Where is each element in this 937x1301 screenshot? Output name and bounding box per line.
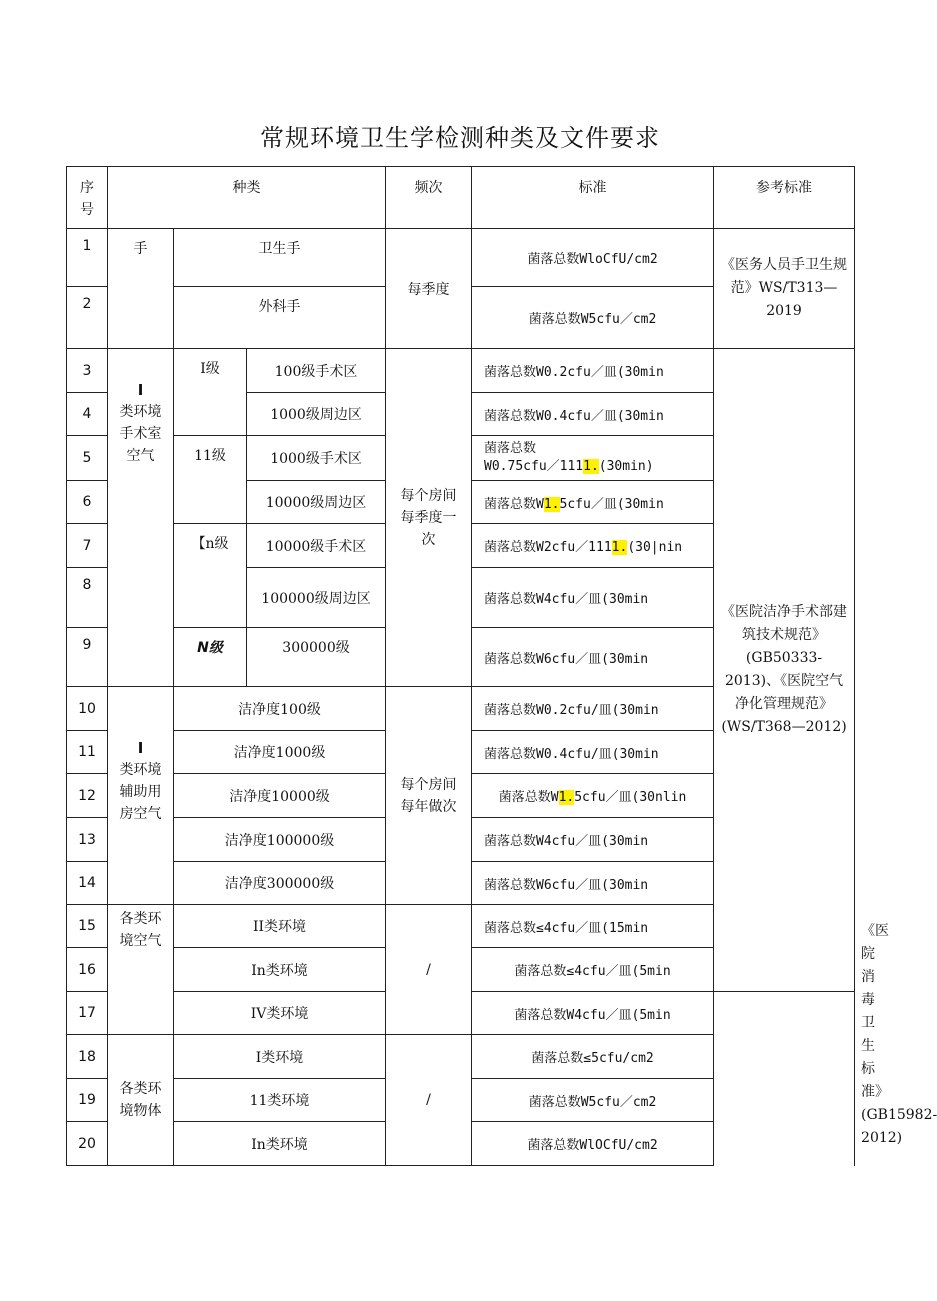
kind-cell: 10000级周边区 (247, 481, 386, 524)
kind-cell: 1000级周边区 (247, 393, 386, 436)
standard-cell: 菌落总数WlOCfU/cm2 (472, 1122, 714, 1166)
standard-cell: 菌落总数≤4cfu／皿(5min (472, 948, 714, 992)
row-number: 6 (67, 481, 108, 524)
standard-cell: 菌落总数W4cfu／皿(30min (472, 568, 714, 628)
frequency-surface: / (386, 1035, 472, 1166)
row-number: 13 (67, 818, 108, 862)
kind-cell: In类环境 (174, 1122, 386, 1166)
standard-cell: 菌落总数WloCfU/cm2 (472, 229, 714, 287)
level-1: I级 (174, 349, 247, 436)
header-category: 种类 (108, 167, 386, 229)
standard-cell: 菌落总数 W0.75cfu／1111.(30min) (472, 436, 714, 481)
row-number: 9 (67, 628, 108, 687)
standard-cell: 菌落总数≤4cfu／皿(15min (472, 905, 714, 948)
group-env-surface: 各类环境物体 (108, 1035, 174, 1166)
standard-cell: 菌落总数W5cfu／cm2 (472, 287, 714, 349)
frequency-air: / (386, 905, 472, 1035)
standard-cell: 菌落总数W2cfu／1111.(30|nin (472, 524, 714, 568)
row-number: 17 (67, 992, 108, 1035)
inspection-table (66, 166, 937, 1166)
row-number: 8 (67, 568, 108, 628)
kind-cell: 洁净度100000级 (174, 818, 386, 862)
standard-cell: 菌落总数W4cfu／皿(5min (472, 992, 714, 1035)
row-number: 10 (67, 687, 108, 731)
kind-cell: 100000级周边区 (247, 568, 386, 628)
row-number: 15 (67, 905, 108, 948)
row-number: 5 (67, 436, 108, 481)
level-3: 【n级 (174, 524, 247, 628)
kind-cell: 300000级 (247, 628, 386, 687)
row-number: 11 (67, 731, 108, 774)
standard-cell: 菌落总数W0.2cfu／皿(30min (472, 349, 714, 393)
group-or-air: I 类环境手术室空气 (108, 349, 174, 687)
header-row (67, 167, 855, 229)
row-number: 3 (67, 349, 108, 393)
row-number: 7 (67, 524, 108, 568)
table-row: 15 各类环境空气 II类环境 / 菌落总数≤4cfu／皿(15min 《医院消毒卫生标准》(GB15982-2012) (67, 905, 855, 948)
header-reference: 参考标准 (714, 167, 855, 229)
standard-cell: 菌落总数W6cfu／皿(30min (472, 628, 714, 687)
row-number: 14 (67, 862, 108, 905)
kind-cell: 洁净度300000级 (174, 862, 386, 905)
roman-mark: I (137, 739, 144, 757)
kind-cell: IV类环境 (174, 992, 386, 1035)
group-aux-air: I 类环境辅助用房空气 (108, 687, 174, 905)
standard-cell: 菌落总数W0.4cfu／皿(30min (472, 393, 714, 436)
row-number: 16 (67, 948, 108, 992)
row-number: 2 (67, 287, 108, 349)
frequency-or: 每个房间每季度一次 (386, 349, 472, 687)
row-number: 20 (67, 1122, 108, 1166)
kind-cell: I类环境 (174, 1035, 386, 1079)
kind-cell: 洁净度100级 (174, 687, 386, 731)
standard-cell: 菌落总数W0.2cfu/皿(30min (472, 687, 714, 731)
frequency-hand: 每季度 (386, 229, 472, 349)
standard-cell: 菌落总数≤5cfu/cm2 (472, 1035, 714, 1079)
standard-cell: 菌落总数W5cfu／cm2 (472, 1079, 714, 1122)
table-row (67, 349, 855, 393)
kind-cell: 洁净度1000级 (174, 731, 386, 774)
kind-cell: 1000级手术区 (247, 436, 386, 481)
kind-cell: 洁净度10000级 (174, 774, 386, 818)
standard-cell: 菌落总数W6cfu／皿(30min (472, 862, 714, 905)
kind-cell: 100级手术区 (247, 349, 386, 393)
row-number: 4 (67, 393, 108, 436)
roman-mark: I (137, 381, 144, 399)
kind-cell: 卫生手 (174, 229, 386, 287)
standard-cell: 菌落总数W0.4cfu/皿(30min (472, 731, 714, 774)
standard-cell: 菌落总数W1.5cfu／皿(30min (472, 481, 714, 524)
header-seq: 序号 (67, 167, 108, 229)
group-env-air: 各类环境空气 (108, 905, 174, 1035)
header-frequency: 频次 (386, 167, 472, 229)
standard-cell: 菌落总数W4cfu／皿(30min (472, 818, 714, 862)
header-standard: 标准 (472, 167, 714, 229)
row-number: 18 (67, 1035, 108, 1079)
group-hand: 手 (108, 229, 174, 349)
level-2: 11级 (174, 436, 247, 524)
document-title: 常规环境卫生学检测种类及文件要求 (260, 124, 660, 152)
row-number: 1 (67, 229, 108, 287)
row-number: 19 (67, 1079, 108, 1122)
level-4: N级 (174, 628, 247, 687)
kind-cell: II类环境 (174, 905, 386, 948)
reference-hand: 《医务人员手卫生规范》WS/T313—2019 (714, 229, 855, 349)
table-row (67, 229, 855, 287)
table-row (67, 1035, 855, 1079)
kind-cell: In类环境 (174, 948, 386, 992)
kind-cell: 10000级手术区 (247, 524, 386, 568)
reference-clean: 《医院洁净手术部建筑技术规范》(GB50333-2013)、《医院空气净化管理规范》(WS/T368—2012) (714, 349, 855, 992)
standard-cell: 菌落总数W1.5cfu／皿(30nlin (472, 774, 714, 818)
frequency-aux: 每个房间每年做次 (386, 687, 472, 905)
row-number: 12 (67, 774, 108, 818)
kind-cell: 外科手 (174, 287, 386, 349)
kind-cell: 11类环境 (174, 1079, 386, 1122)
